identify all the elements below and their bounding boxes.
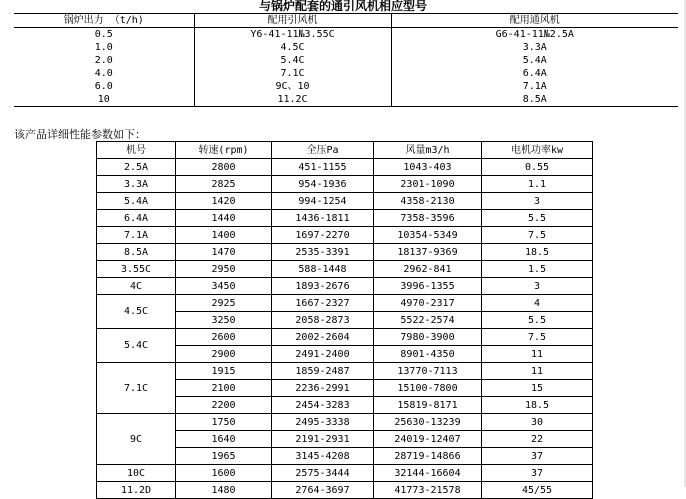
boiler-header-row: [14, 14, 678, 28]
boiler-cell: 5.4A: [391, 54, 678, 67]
model-cell: 4.5C: [97, 295, 176, 329]
perf-cell: 7.5: [482, 329, 593, 346]
perf-cell: 2491-2400: [272, 346, 374, 363]
perf-cell: 3250: [176, 312, 272, 329]
boiler-header-cell: 锅炉出力 （t/h): [14, 14, 194, 28]
perf-row: [97, 159, 593, 176]
perf-cell: 5522-2574: [374, 312, 482, 329]
perf-cell: 2825: [176, 176, 272, 193]
perf-cell: 1.1: [482, 176, 593, 193]
perf-cell: 2495-3338: [272, 414, 374, 431]
perf-cell: 2575-3444: [272, 465, 374, 482]
perf-cell: 2200: [176, 397, 272, 414]
boiler-row: [14, 80, 678, 93]
boiler-cell: 11.2C: [194, 93, 391, 107]
boiler-row: [14, 41, 678, 54]
model-cell: 5.4C: [97, 329, 176, 363]
model-cell: 5.4A: [97, 193, 176, 210]
model-cell: 3.3A: [97, 176, 176, 193]
perf-cell: 994-1254: [272, 193, 374, 210]
model-cell: 7.1A: [97, 227, 176, 244]
perf-row: [97, 363, 593, 380]
model-cell: 7.1C: [97, 363, 176, 414]
perf-cell: 45/55: [482, 482, 593, 499]
boiler-cell: 5.4C: [194, 54, 391, 67]
perf-cell: 15100-7800: [374, 380, 482, 397]
perf-cell: 2950: [176, 261, 272, 278]
perf-cell: 1640: [176, 431, 272, 448]
perf-header-cell: 电机功率kw: [482, 142, 593, 159]
perf-cell: 1893-2676: [272, 278, 374, 295]
perf-cell: 1697-2270: [272, 227, 374, 244]
model-cell: 2.5A: [97, 159, 176, 176]
perf-cell: 37: [482, 465, 593, 482]
perf-row: [97, 227, 593, 244]
perf-cell: 41773-21578: [374, 482, 482, 499]
boiler-cell: 4.0: [94, 68, 113, 79]
perf-header-row: [97, 142, 593, 159]
boiler-cell: 10: [97, 94, 110, 105]
perf-header-cell: 转速(rpm): [176, 142, 272, 159]
perf-cell: 3450: [176, 278, 272, 295]
perf-row: [97, 244, 593, 261]
perf-cell: 2002-2604: [272, 329, 374, 346]
perf-row: [97, 329, 593, 346]
perf-cell: 3996-1355: [374, 278, 482, 295]
perf-cell: 451-1155: [272, 159, 374, 176]
model-cell: 8.5A: [97, 244, 176, 261]
model-cell: 6.4A: [97, 210, 176, 227]
boiler-cell: 2.0: [94, 55, 113, 66]
perf-cell: 15819-8171: [374, 397, 482, 414]
perf-cell: 2962-841: [374, 261, 482, 278]
boiler-cell: 4.5C: [194, 41, 391, 54]
perf-cell: 2191-2931: [272, 431, 374, 448]
perf-cell: 15: [482, 380, 593, 397]
perf-cell: 2800: [176, 159, 272, 176]
perf-cell: 1965: [176, 448, 272, 465]
perf-cell: 2236-2991: [272, 380, 374, 397]
perf-cell: 4358-2130: [374, 193, 482, 210]
boiler-cell: 6.0: [94, 81, 113, 92]
perf-cell: 1.5: [482, 261, 593, 278]
perf-cell: 1750: [176, 414, 272, 431]
perf-cell: 2454-3283: [272, 397, 374, 414]
boiler-cell: 7.1A: [391, 80, 678, 93]
boiler-cell: 1.0: [94, 42, 113, 53]
perf-row: [97, 261, 593, 278]
perf-cell: 7980-3900: [374, 329, 482, 346]
perf-cell: 1915: [176, 363, 272, 380]
perf-cell: 4: [482, 295, 593, 312]
boiler-cell: 9C、10: [194, 80, 391, 93]
perf-cell: 2058-2873: [272, 312, 374, 329]
perf-cell: 1436-1811: [272, 210, 374, 227]
perf-cell: 7.5: [482, 227, 593, 244]
perf-cell: 1440: [176, 210, 272, 227]
perf-cell: 5.5: [482, 312, 593, 329]
perf-cell: 10354-5349: [374, 227, 482, 244]
perf-cell: 2764-3697: [272, 482, 374, 499]
boiler-cell: 8.5A: [391, 93, 678, 107]
perf-cell: 32144-16604: [374, 465, 482, 482]
perf-cell: 2535-3391: [272, 244, 374, 261]
perf-cell: 13770-7113: [374, 363, 482, 380]
perf-cell: 18.5: [482, 397, 593, 414]
boiler-cell: 0.5: [94, 29, 113, 40]
perf-cell: 3: [482, 193, 593, 210]
perf-header-cell: 全压Pa: [272, 142, 374, 159]
boiler-cell: 6.4A: [391, 67, 678, 80]
perf-cell: 18137-9369: [374, 244, 482, 261]
perf-cell: 2301-1090: [374, 176, 482, 193]
boiler-header-cell: 配用引风机: [194, 14, 391, 28]
perf-cell: 24019-12407: [374, 431, 482, 448]
boiler-row: [14, 67, 678, 80]
boiler-row: [14, 93, 678, 107]
boiler-cell: 7.1C: [194, 67, 391, 80]
perf-cell: 1400: [176, 227, 272, 244]
model-cell: 3.55C: [97, 261, 176, 278]
perf-row: [97, 414, 593, 431]
perf-row: [97, 193, 593, 210]
boiler-cell: Y6-41-11№3.55C: [194, 28, 391, 42]
perf-row: [97, 210, 593, 227]
perf-header-cell: 机号: [97, 142, 176, 159]
perf-cell: 37: [482, 448, 593, 465]
perf-cell: 0.55: [482, 159, 593, 176]
boiler-row: [14, 54, 678, 67]
perf-cell: 25630-13239: [374, 414, 482, 431]
boiler-fan-table: [14, 13, 678, 107]
perf-cell: 1600: [176, 465, 272, 482]
perf-cell: 2600: [176, 329, 272, 346]
performance-table: [96, 141, 593, 499]
perf-cell: 7358-3596: [374, 210, 482, 227]
perf-cell: 1480: [176, 482, 272, 499]
perf-cell: 1859-2487: [272, 363, 374, 380]
boiler-header-cell: 配用通风机: [391, 14, 678, 28]
perf-cell: 588-1448: [272, 261, 374, 278]
perf-row: [97, 465, 593, 482]
perf-cell: 28719-14866: [374, 448, 482, 465]
perf-cell: 4970-2317: [374, 295, 482, 312]
perf-row: [97, 176, 593, 193]
perf-cell: 1470: [176, 244, 272, 261]
perf-row: [97, 278, 593, 295]
perf-cell: 30: [482, 414, 593, 431]
perf-cell: 2900: [176, 346, 272, 363]
perf-cell: 1420: [176, 193, 272, 210]
model-cell: 9C: [97, 414, 176, 465]
model-cell: 4C: [97, 278, 176, 295]
perf-cell: 8901-4350: [374, 346, 482, 363]
page-title: 与锅炉配套的通引风机相应型号: [258, 0, 427, 13]
perf-cell: 18.5: [482, 244, 593, 261]
perf-cell: 11: [482, 363, 593, 380]
boiler-cell: G6-41-11№2.5A: [391, 28, 678, 42]
perf-cell: 1667-2327: [272, 295, 374, 312]
perf-cell: 22: [482, 431, 593, 448]
perf-cell: 3145-4208: [272, 448, 374, 465]
model-cell: 11.2D: [97, 482, 176, 499]
perf-row: [97, 295, 593, 312]
model-cell: 10C: [97, 465, 176, 482]
perf-cell: 2925: [176, 295, 272, 312]
boiler-cell: 3.3A: [391, 41, 678, 54]
perf-cell: 5.5: [482, 210, 593, 227]
perf-cell: 3: [482, 278, 593, 295]
boiler-row: [14, 28, 678, 42]
perf-cell: 1043-403: [374, 159, 482, 176]
perf-row: [97, 482, 593, 499]
perf-header-cell: 风量m3/h: [374, 142, 482, 159]
intro-text: 该产品详细性能参数如下：: [14, 128, 146, 141]
perf-cell: 2100: [176, 380, 272, 397]
perf-cell: 954-1936: [272, 176, 374, 193]
perf-cell: 11: [482, 346, 593, 363]
